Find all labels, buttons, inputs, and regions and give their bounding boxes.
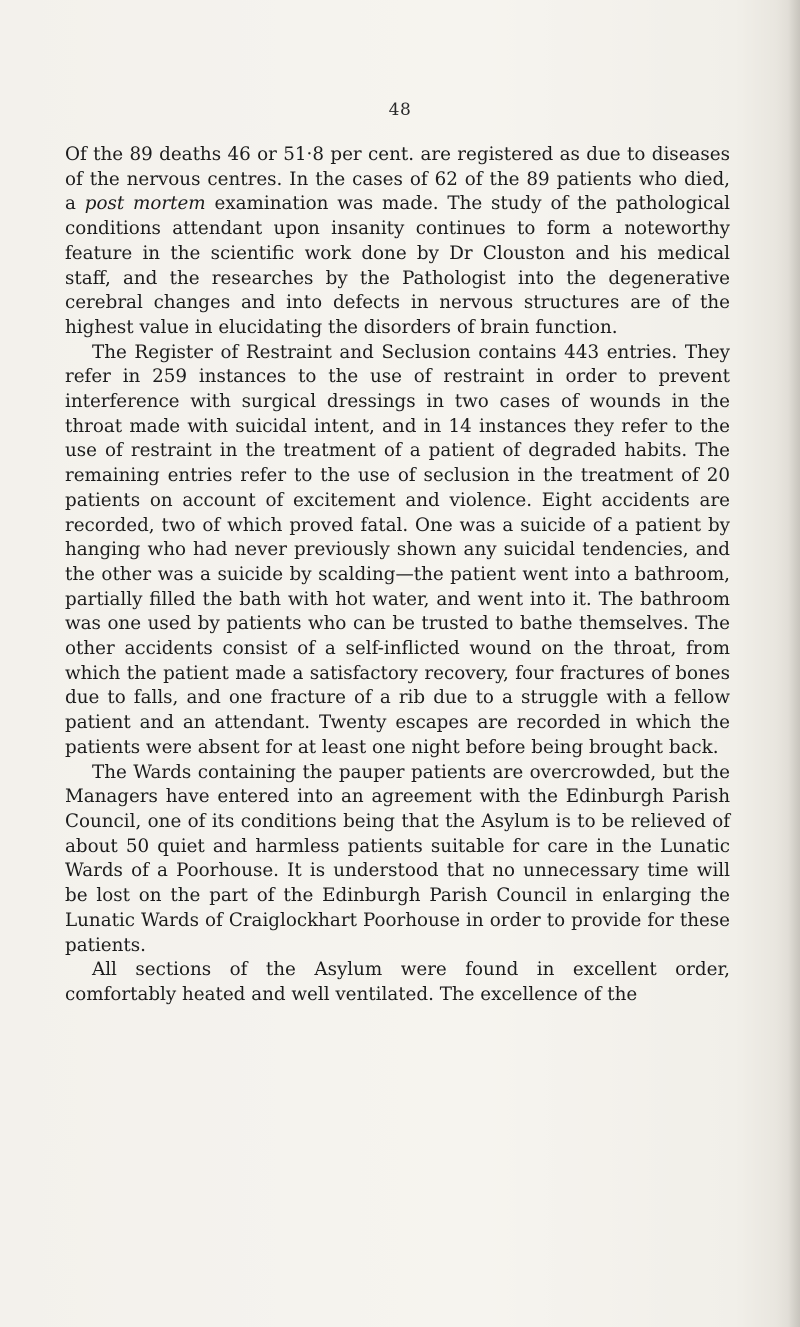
- paragraph-deaths-text-2: examination was made. The study of the pathological conditions attendant upon insanity continues to form a noteworthy feature in the scientific work done by Dr Clouston and his medical staff, and the researches by the Pathologist into the degenerative cerebral changes and into defects in nervous structures are of the highest value in elucidating the disorders of brain function.: [65, 193, 730, 338]
- page-number: 48: [388, 100, 412, 120]
- body-text: [65, 143, 730, 1008]
- paragraph-wards-overcrowding: The Wards containing the pauper patients are overcrowded, but the Managers have entered into an agreement with the Edinburgh Parish Council, one of its conditions being that the Asylum is to be relieved of about 50 quiet and harmless patients suitable for care in the Lunatic Wards of a Poorhouse. It is understood that no unnecessary time will be lost on the part of the Edinburgh Parish Council in enlarging the Lunatic Wards of Craiglockhart Poorhouse in order to provide for these patients.: [65, 761, 730, 956]
- paragraph-restraint-seclusion: The Register of Restraint and Seclusion contains 443 entries. They refer in 259 instances to the use of restraint in order to prevent interference with surgical dressings in two cases of wounds in the throat made with suicidal intent, and in 14 instances they refer to the use of restraint in the treatment of a patient of degraded habits. The remaining entries refer to the use of seclusion in the treatment of 20 patients on account of excitement and violence. Eight accidents are recorded, two of which proved fatal. One was a suicide of a patient by hanging who had never previously shown any suicidal tendencies, and the other was a suicide by scalding—the patient went into a bathroom, partially filled the bath with hot water, and went into it. The bathroom was one used by patients who can be trusted to bathe themselves. The other accidents consist of a self-inflicted wound on the throat, from which the patient made a satisfactory recovery, four fractures of bones due to falls, and one fracture of a rib due to a struggle with a fellow patient and an attendant. Twenty escapes are recorded in which the patients were absent for at least one night before being brought back.: [65, 341, 730, 758]
- paragraph-deaths-text-1: Of the 89 deaths 46 or 51·8 per cent. are registered as due to diseases of the nervous centres. In the cases of 62 of the 89 patients who died, a: [65, 144, 730, 215]
- paragraph-deaths-italic-term: post mortem: [84, 193, 206, 215]
- paragraph-asylum-condition: All sections of the Asylum were found in excellent order, comfortably heated and well ventilated. The excellence of the: [65, 959, 730, 1005]
- page-edge-shadow: [788, 0, 800, 1327]
- paragraph-deaths: [65, 143, 730, 341]
